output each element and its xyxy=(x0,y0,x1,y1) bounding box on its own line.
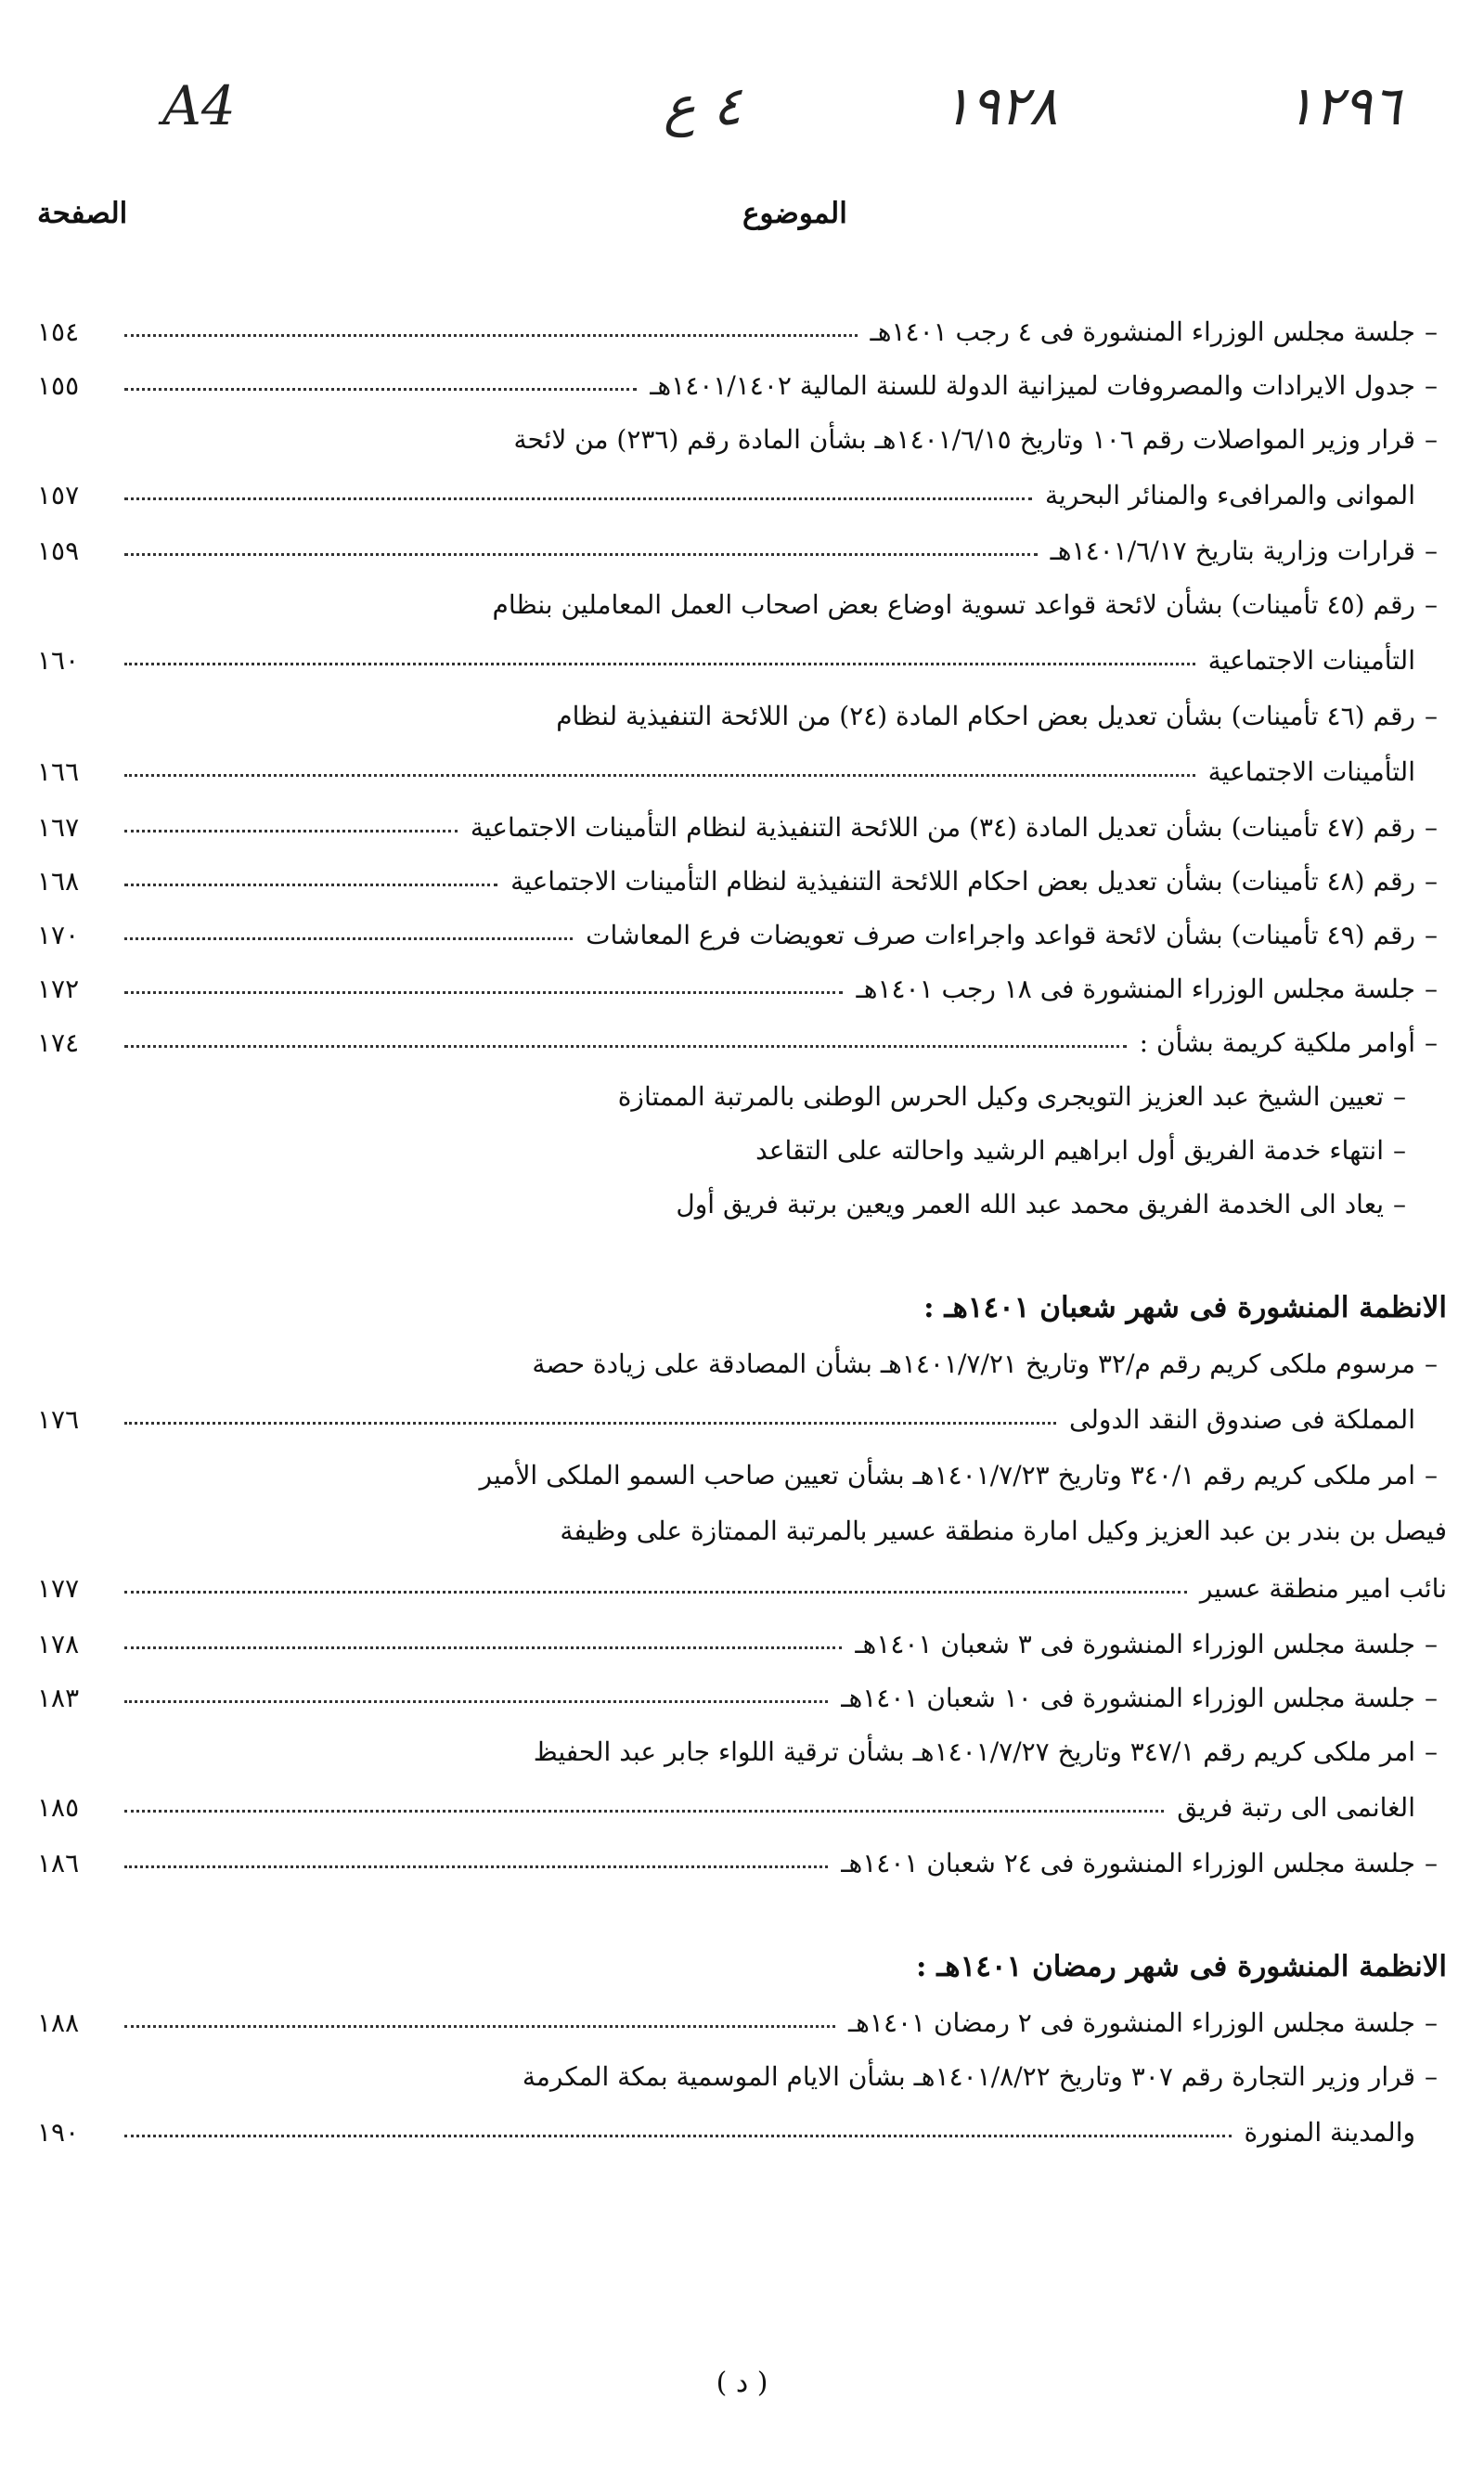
dot-leader xyxy=(124,497,1032,500)
entry-text: جلسة مجلس الوزراء المنشورة فى ١٠ شعبان ١٤٠١هـ xyxy=(841,1682,1415,1713)
toc-entry xyxy=(37,1671,1447,1724)
toc-entry xyxy=(37,1231,1447,1279)
dash-bullet: – xyxy=(1425,1736,1438,1767)
entry-text: تعيين الشيخ عبد العزيز التويجرى وكيل الحرس الوطنى بالمرتبة الممتازة xyxy=(617,1080,1384,1112)
dash-bullet: – xyxy=(1393,1080,1406,1112)
entry-text: الغانمى الى رتبة فريق xyxy=(1177,1791,1415,1823)
page-number: ١٧٦ xyxy=(37,1403,80,1435)
toc-entry xyxy=(37,1890,1447,1938)
page-number: ١٩٠ xyxy=(37,2116,80,2148)
toc-entry xyxy=(37,523,1447,577)
toc-entry xyxy=(37,1724,1447,1778)
entry-text: فيصل بن بندر بن عبد العزيز وكيل امارة منطقة عسير بالمرتبة الممتازة على وظيفة xyxy=(560,1515,1447,1546)
dot-leader xyxy=(124,774,1195,777)
toc-entry xyxy=(37,1502,1447,1559)
entry-text: التأمينات الاجتماعية xyxy=(1207,755,1415,787)
page-number: ١٦٨ xyxy=(37,865,80,897)
entry-text: انتهاء خدمة الفريق أول ابراهيم الرشيد واحالته على التقاعد xyxy=(755,1134,1384,1166)
dot-leader xyxy=(124,991,843,994)
toc-entry xyxy=(37,358,1447,412)
dot-leader xyxy=(124,553,1038,556)
toc-entry xyxy=(37,631,1447,689)
dash-bullet: – xyxy=(1425,973,1438,1004)
handwritten-note: ١٢٩٦ xyxy=(1285,74,1401,137)
toc-entry xyxy=(37,1336,1447,1390)
handwritten-note: A4 xyxy=(162,74,236,137)
page-number: ١٧٠ xyxy=(37,919,80,950)
dash-bullet: – xyxy=(1425,588,1438,620)
entry-text: رقم (٤٩ تأمينات) بشأن لائحة قواعد واجراءات صرف تعويضات فرع المعاشات xyxy=(586,919,1415,950)
entry-text: رقم (٤٦ تأمينات) بشأن تعديل بعض احكام المادة (٢٤) من اللائحة التنفيذية لنظام xyxy=(556,700,1415,731)
toc-entry xyxy=(37,2049,1447,2103)
dot-leader xyxy=(124,1422,1056,1425)
entry-text: قرار وزير التجارة رقم ٣٠٧ وتاريخ ١٤٠١/٨/٢٢هـ بشأن الايام الموسمية بمكة المكرمة xyxy=(522,2060,1415,2092)
toc-entry xyxy=(37,689,1447,742)
toc-entry xyxy=(37,1836,1447,1890)
dot-leader xyxy=(124,1646,842,1649)
toc-entry xyxy=(37,1123,1447,1177)
toc-entry xyxy=(37,2103,1447,2161)
dot-leader xyxy=(124,1045,1127,1048)
dot-leader xyxy=(124,1591,1187,1594)
dash-bullet: – xyxy=(1425,369,1438,401)
entry-text: المملكة فى صندوق النقد الدولى xyxy=(1069,1403,1415,1435)
entry-text: جلسة مجلس الوزراء المنشورة فى ٢٤ شعبان ١٤٠١هـ xyxy=(841,1847,1415,1878)
toc-entry xyxy=(37,1448,1447,1502)
page-number: ١٦٦ xyxy=(37,755,80,787)
dash-bullet: – xyxy=(1393,1188,1406,1220)
dot-leader xyxy=(124,334,858,337)
dot-leader xyxy=(124,884,497,886)
page-number: ١٧٧ xyxy=(37,1572,80,1604)
toc-entry xyxy=(37,1559,1447,1617)
dash-bullet: – xyxy=(1425,1348,1438,1379)
toc-entry xyxy=(37,1390,1447,1448)
dot-leader xyxy=(124,663,1195,665)
dot-leader xyxy=(124,1700,828,1703)
dash-bullet: – xyxy=(1425,865,1438,897)
entry-text: الموانى والمرافىء والمنائر البحرية xyxy=(1044,479,1415,510)
table-of-contents xyxy=(37,304,1447,2161)
entry-text: رقم (٤٧ تأمينات) بشأن تعديل المادة (٣٤) من اللائحة التنفيذية لنظام التأمينات الاجتماعية xyxy=(470,811,1415,843)
toc-entry xyxy=(37,961,1447,1015)
page-column-heading: الصفحة xyxy=(37,197,128,230)
section-heading-text: الانظمة المنشورة فى شهر رمضان ١٤٠١هـ : xyxy=(915,1950,1447,1983)
page-number: ١٦٧ xyxy=(37,811,80,843)
handwritten-note: ٤ ع xyxy=(664,74,742,137)
entry-text: نائب امير منطقة عسير xyxy=(1199,1572,1447,1604)
toc-entry xyxy=(37,854,1447,908)
topic-column-heading: الموضوع xyxy=(742,197,847,230)
dot-leader xyxy=(124,388,637,391)
entry-text: امر ملكى كريم رقم ٣٤٠/١ وتاريخ ١٤٠١/٧/٢٣هـ بشأن تعيين صاحب السمو الملكى الأمير xyxy=(479,1459,1415,1491)
dot-leader xyxy=(124,2135,1232,2137)
toc-entry xyxy=(37,800,1447,854)
entry-text: قرارات وزارية بتاريخ ١٤٠١/٦/١٧هـ xyxy=(1050,535,1415,566)
dash-bullet: – xyxy=(1425,423,1438,455)
page-number: ١٧٢ xyxy=(37,973,80,1004)
toc-entry xyxy=(37,1015,1447,1069)
dot-leader xyxy=(124,2025,835,2028)
entry-text: جلسة مجلس الوزراء المنشورة فى ٤ رجب ١٤٠١هـ xyxy=(870,316,1415,347)
dash-bullet: – xyxy=(1425,700,1438,731)
page-number: ١٨٣ xyxy=(37,1682,80,1713)
page-number: ١٦٠ xyxy=(37,644,80,676)
toc-entry xyxy=(37,1778,1447,1836)
toc-entry xyxy=(37,1069,1447,1123)
entry-text: جدول الايرادات والمصروفات لميزانية الدولة للسنة المالية ١٤٠١/١٤٠٢هـ xyxy=(650,369,1415,401)
toc-entry xyxy=(37,908,1447,961)
dash-bullet: – xyxy=(1425,919,1438,950)
page-number: ١٥٧ xyxy=(37,479,80,510)
section-heading-text: الانظمة المنشورة فى شهر شعبان ١٤٠١هـ : xyxy=(923,1291,1447,1324)
toc-entry xyxy=(37,742,1447,800)
dash-bullet: – xyxy=(1425,1847,1438,1878)
entry-text: والمدينة المنورة xyxy=(1244,2116,1415,2148)
entry-text: رقم (٤٨ تأمينات) بشأن تعديل بعض احكام اللائحة التنفيذية لنظام التأمينات الاجتماعية xyxy=(510,865,1415,897)
page-number-footer: ( د ) xyxy=(716,2367,768,2399)
toc-entry xyxy=(37,304,1447,358)
dash-bullet: – xyxy=(1393,1134,1406,1166)
page-number: ١٥٤ xyxy=(37,316,80,347)
entry-text: امر ملكى كريم رقم ٣٤٧/١ وتاريخ ١٤٠١/٧/٢٧هـ بشأن ترقية اللواء جابر عبد الحفيظ xyxy=(533,1736,1415,1767)
page-number: ١٧٨ xyxy=(37,1628,80,1659)
dash-bullet: – xyxy=(1425,535,1438,566)
dash-bullet: – xyxy=(1425,1682,1438,1713)
entry-text: أوامر ملكية كريمة بشأن : xyxy=(1139,1026,1415,1058)
dash-bullet: – xyxy=(1425,2007,1438,2038)
dash-bullet: – xyxy=(1425,2060,1438,2092)
dash-bullet: – xyxy=(1425,811,1438,843)
dot-leader xyxy=(124,830,458,832)
dot-leader xyxy=(124,937,573,940)
dot-leader xyxy=(124,1810,1164,1813)
section-heading xyxy=(37,1938,1447,1995)
page-number: ١٧٤ xyxy=(37,1026,80,1058)
toc-entry xyxy=(37,466,1447,523)
page-number: ١٨٨ xyxy=(37,2007,80,2038)
toc-entry xyxy=(37,412,1447,466)
toc-entry xyxy=(37,1177,1447,1231)
page-number: ١٥٥ xyxy=(37,369,80,401)
entry-text: مرسوم ملكى كريم رقم م/٣٢ وتاريخ ١٤٠١/٧/٢١هـ بشأن المصادقة على زيادة حصة xyxy=(532,1348,1415,1379)
toc-entry xyxy=(37,577,1447,631)
section-heading xyxy=(37,1279,1447,1336)
handwritten-note: ١٩٢٨ xyxy=(942,74,1058,137)
entry-text: جلسة مجلس الوزراء المنشورة فى ٣ شعبان ١٤٠١هـ xyxy=(855,1628,1415,1659)
dash-bullet: – xyxy=(1425,1628,1438,1659)
toc-entry xyxy=(37,1995,1447,2049)
page-number: ١٨٥ xyxy=(37,1791,80,1823)
dash-bullet: – xyxy=(1425,1459,1438,1491)
dash-bullet: – xyxy=(1425,316,1438,347)
entry-text: رقم (٤٥ تأمينات) بشأن لائحة قواعد تسوية اوضاع بعض اصحاب العمل المعاملين بنظام xyxy=(492,588,1415,620)
dash-bullet: – xyxy=(1425,1026,1438,1058)
entry-text: جلسة مجلس الوزراء المنشورة فى ٢ رمضان ١٤٠١هـ xyxy=(847,2007,1415,2038)
page-number: ١٥٩ xyxy=(37,535,80,566)
entry-text: جلسة مجلس الوزراء المنشورة فى ١٨ رجب ١٤٠١هـ xyxy=(856,973,1415,1004)
entry-text: يعاد الى الخدمة الفريق محمد عبد الله العمر ويعين برتبة فريق أول xyxy=(676,1188,1384,1220)
entry-text: التأمينات الاجتماعية xyxy=(1207,644,1415,676)
entry-text: قرار وزير المواصلات رقم ١٠٦ وتاريخ ١٤٠١/٦/١٥هـ بشأن المادة رقم (٢٣٦) من لائحة xyxy=(513,423,1415,455)
dot-leader xyxy=(124,1865,828,1868)
toc-entry xyxy=(37,1617,1447,1671)
page-number: ١٨٦ xyxy=(37,1847,80,1878)
